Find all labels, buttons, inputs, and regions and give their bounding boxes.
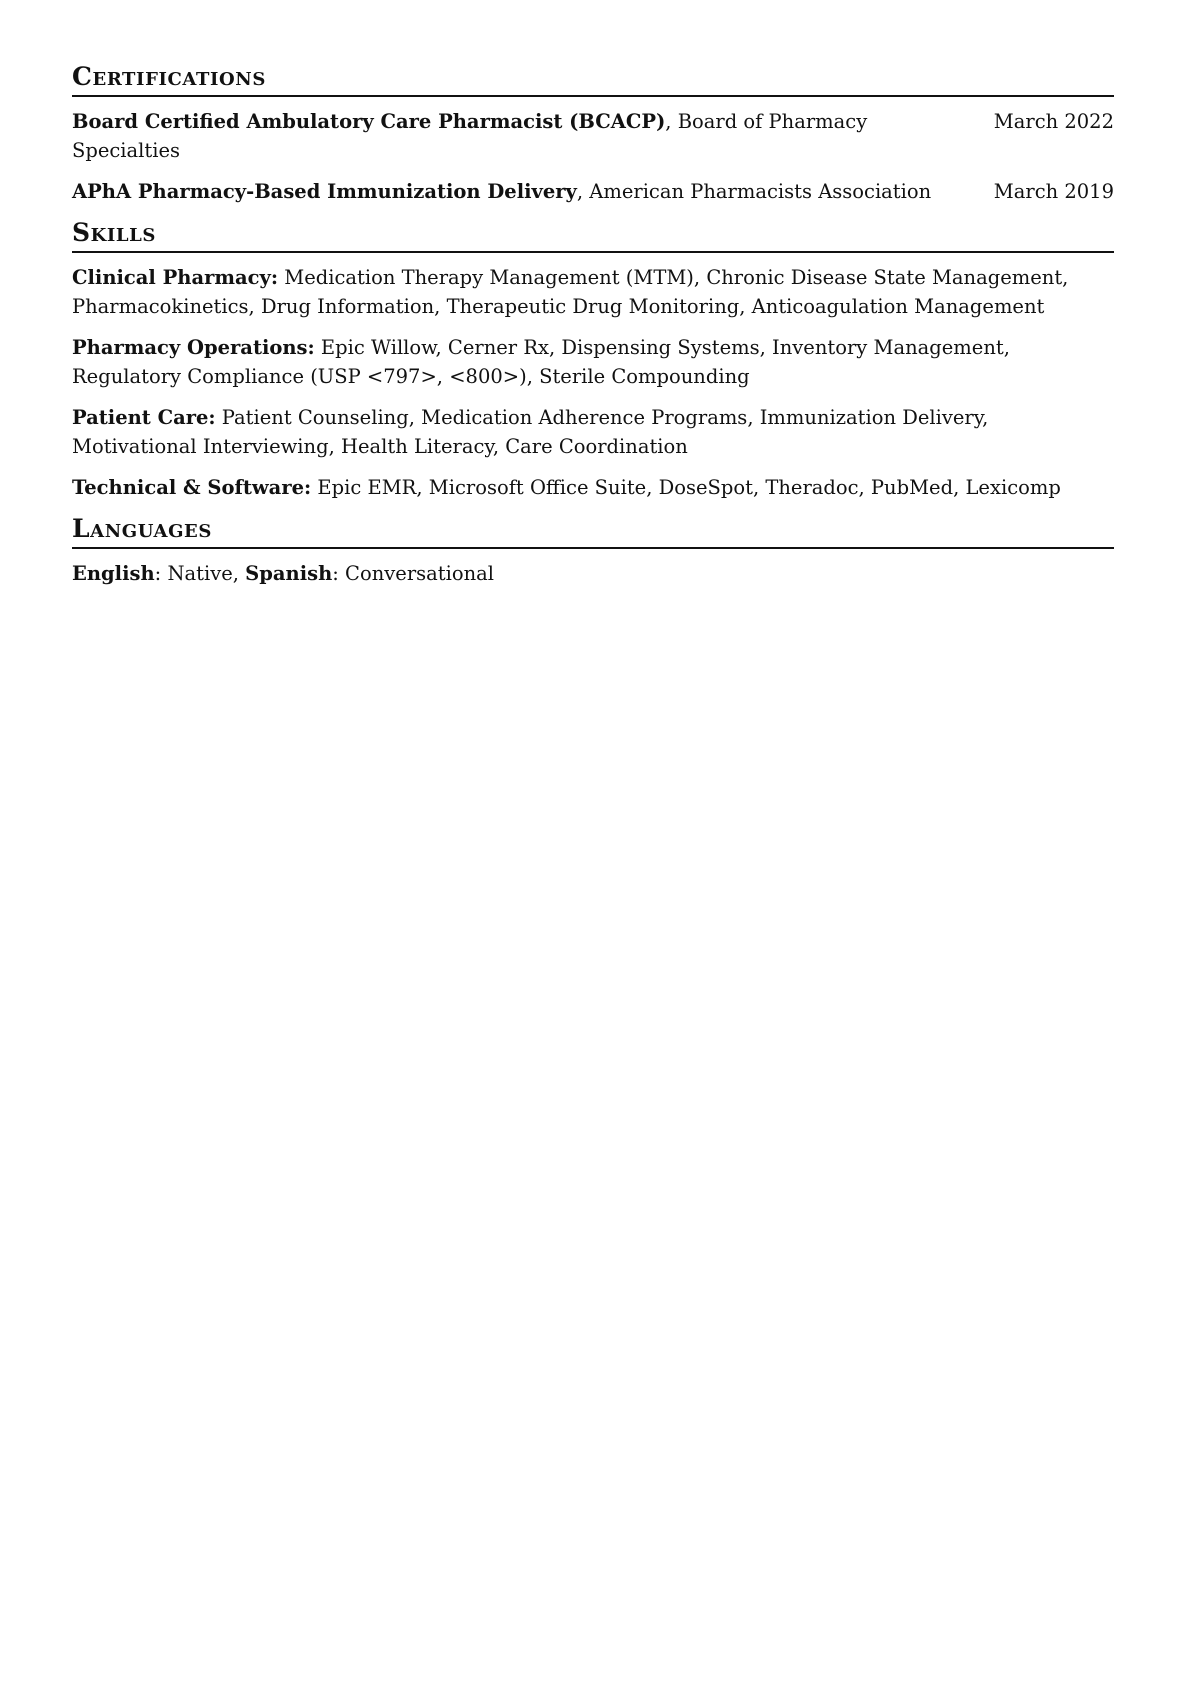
resume-page [72,62,1114,600]
certification-main [72,107,994,165]
certification-date: March 2019 [993,180,1114,203]
skill-group [72,333,1114,391]
language-name: Spanish [245,562,333,585]
skill-group-label: Clinical Pharmacy: [72,266,279,289]
language-separator: : [154,562,168,585]
skill-group-label: Patient Care: [72,406,216,429]
certification-item [72,177,1114,206]
skill-group-text: Epic EMR, Microsoft Office Suite, DoseSpot, Theradoc, PubMed, Lexicomp [311,476,1061,499]
skill-group [72,403,1114,461]
language-name: English [72,562,155,585]
language-level: Native [167,562,233,585]
certification-title: APhA Pharmacy-Based Immunization Delivery [72,180,577,203]
skill-group-text: Epic Willow, Cerner Rx, Dispensing Systems, Inventory Management, Regulatory Compliance (USP <797>, <800>), Sterile Compounding [72,336,1010,388]
certification-item [72,107,1114,165]
skill-group [72,473,1114,502]
languages-line [72,559,1114,588]
skill-group-label: Technical & Software: [72,476,312,499]
skills-section [72,218,1114,502]
languages-heading: Languages [72,514,1114,549]
certification-title: Board Certified Ambulatory Care Pharmacist (BCACP) [72,110,666,133]
certifications-section [72,62,1114,206]
skill-group-text: Medication Therapy Management (MTM), Chronic Disease State Management, Pharmacokinetics, Drug Information, Therapeutic Drug Monitoring, Anticoagulation Management [72,266,1069,318]
language-delimiter: , [232,562,246,585]
certifications-heading: Certifications [72,62,1114,97]
certification-date: March 2022 [993,110,1114,133]
skill-group-label: Pharmacy Operations: [72,336,315,359]
skill-group-text: Patient Counseling, Medication Adherence Programs, Immunization Delivery, Motivational Interviewing, Health Literacy, Care Coordination [72,406,989,458]
skill-group [72,263,1114,321]
certification-separator: , [576,180,590,203]
language-level: Conversational [345,562,495,585]
certification-issuer: Board of Pharmacy Specialties [72,110,868,162]
language-separator: : [332,562,346,585]
skills-heading: Skills [72,218,1114,253]
certification-issuer: American Pharmacists Association [589,180,932,203]
languages-section [72,514,1114,588]
certification-main [72,177,994,206]
certification-separator: , [665,110,678,133]
